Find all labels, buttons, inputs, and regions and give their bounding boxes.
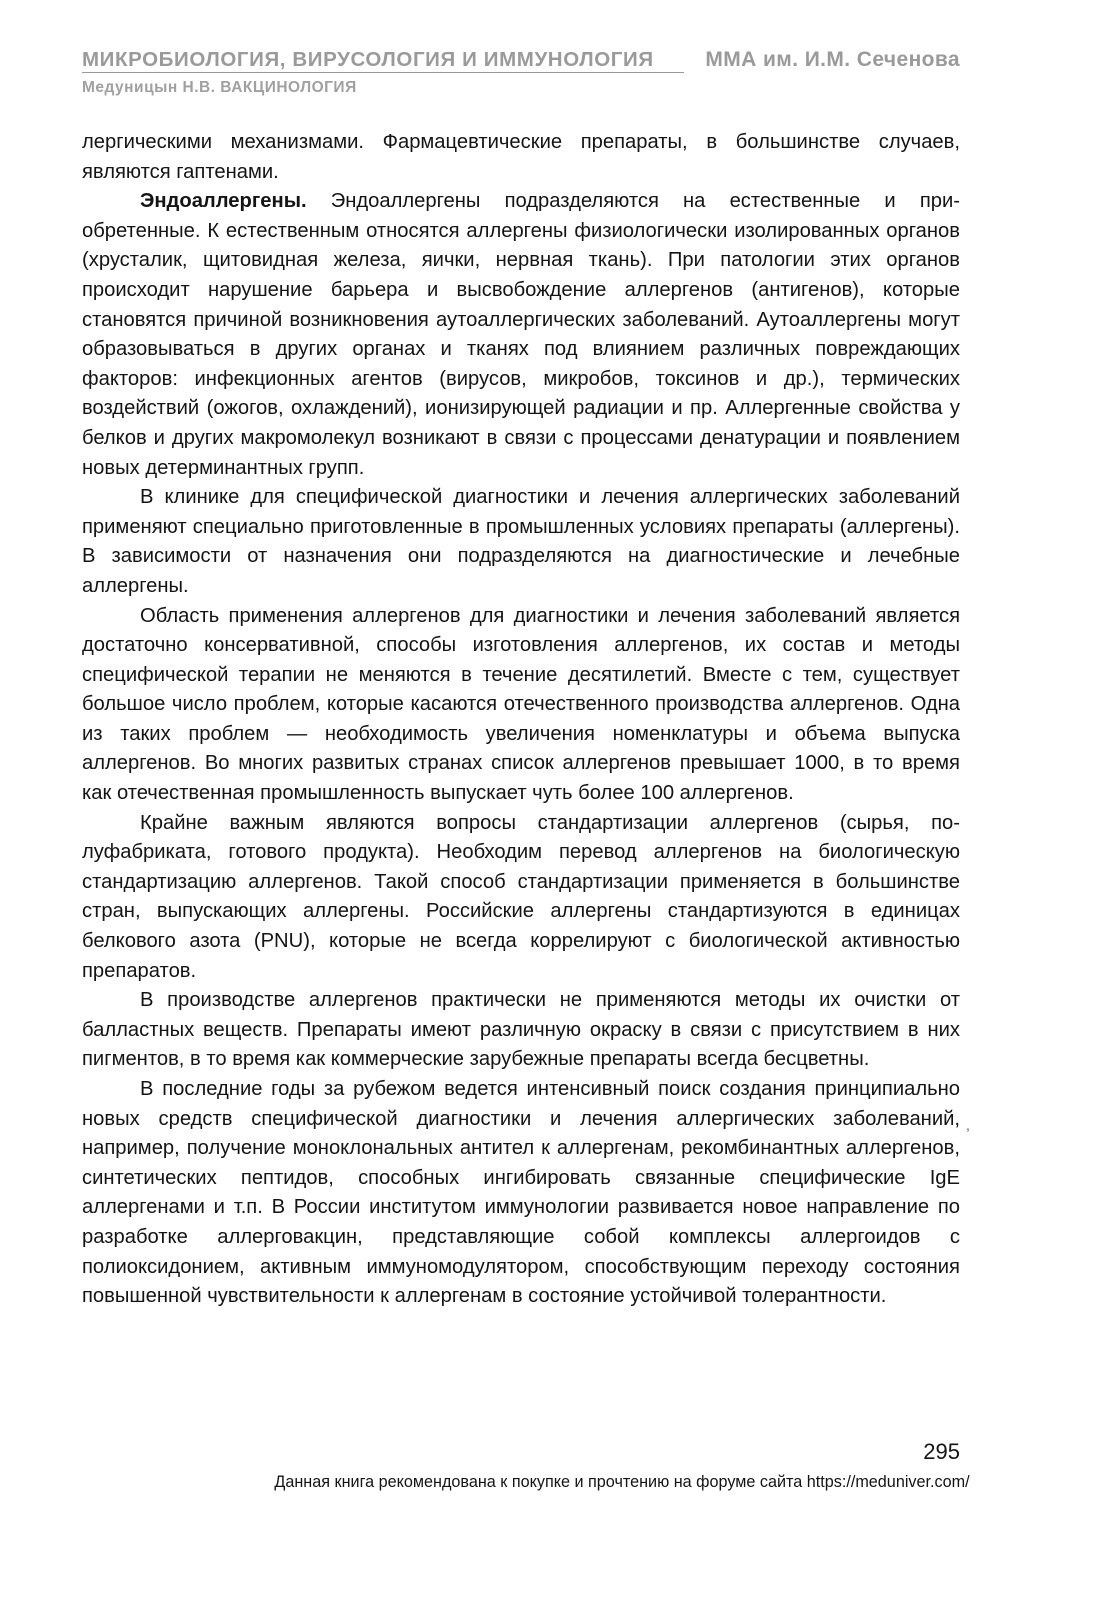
running-head-title: МИКРОБИОЛОГИЯ, ВИРУСОЛОГИЯ И ИММУНОЛОГИЯ xyxy=(82,48,654,71)
page-number: 295 xyxy=(923,1439,960,1464)
footer-note-text: Данная книга рекомендована к покупке и прочтению на форуме сайта https://meduniver.com/ xyxy=(274,1473,970,1491)
paragraph-5: Крайне важным являются вопросы стандартизации аллергенов (сырья, полуфабриката, готового продукта). Необходим перевод аллергенов на биологическую стандартизацию аллергенов. Такой способ стандартизации применяется в большинстве стран, выпускающих аллергены. Российские аллергены стандартизуются в единицах белкового азота (PNU), которые не всегда коррелируют с биологической активностью препаратов. xyxy=(82,811,960,982)
paragraph-2-text: Эндоаллергены подразделяются на естественные и приобретенные. К естественным относятся аллергены физиологически изолированных органов (хрусталик, щитовидная железа, яички, нервная ткань). При патологии этих органов происходит нарушение барьера и высвобождение аллергенов (антигенов), которые становятся причиной возникновения аутоаллергических заболеваний. Аутоаллергены могут образовываться в других органах и тканях под влиянием различных повреждающих факторов: инфекционных агентов (вирусов, микробов, токсинов и др.), термических воздействий (ожогов, охлаждений), ионизирующей радиации и пр. Аллергенные свойства у белков и других макромолекул возникают в связи с процессами денатурации и появлением новых детерминантных групп. xyxy=(82,190,960,479)
paragraph-2 xyxy=(82,187,960,483)
page-body xyxy=(82,128,960,1312)
running-head xyxy=(82,44,960,74)
paragraph-2-lead: Эндоаллергены. xyxy=(140,190,307,213)
paragraph-6: В производстве аллергенов практически не применяются методы их очистки от балластных веществ. Препараты имеют различную окраску в связи с присутствием в них пигментов, в то время как коммерческие зарубежные препараты всегда бесцветны. xyxy=(82,989,960,1071)
stray-mark: , xyxy=(966,1117,970,1133)
paragraph-4: Область применения аллергенов для диагностики и лечения заболеваний является достаточно консервативной, способы изготовления аллергенов, их состав и методы специфической терапии не меняются в течение десятилетий. Вместе с тем, существует большое число проблем, которые касаются отечественного производства аллергенов. Одна из таких проблем — необходимость увеличения номенклатуры и объема выпуска аллергенов. Во многих развитых странах список аллергенов превышает 1000, в то время как отечественная промышленность выпускает чуть более 100 аллергенов. xyxy=(82,604,960,805)
footer-note xyxy=(0,1473,1104,1492)
paragraph-3: В клинике для специфической диагностики и лечения аллергических заболеваний применяют специально приготовленные в промышленных условиях препараты (аллергены). В зависимости от назначения они подразделяются на диагностические и лечебные аллергены. xyxy=(82,486,960,597)
running-head-institution: ММА им. И.М. Сеченова xyxy=(705,48,960,71)
paragraph-7: В последние годы за рубежом ведется интенсивный поиск создания принципиально новых средств специфической диагностики и лечения аллергических заболеваний, например, получение моноклональных антител к аллергенам, рекомбинантных аллергенов, синтетических пептидов, способных ингибировать связанные специфические IgE аллергенами и т.п. В России институтом иммунологии развивается новое направление по разработке аллерговакцин, представляющие собой комплексы аллергоидов с полиоксидонием, активным иммуномодулятором, способствующим переходу состояния повышенной чувствительности к аллергенам в состояние устойчивой толерантности. xyxy=(82,1078,960,1308)
running-head-rule xyxy=(82,72,684,73)
paragraph-1: лергическими механизмами. Фармацевтические препараты, в большинстве случаев, являются гаптенами. xyxy=(82,131,960,183)
running-subhead: Медуницын Н.В. ВАКЦИНОЛОГИЯ xyxy=(82,79,357,96)
